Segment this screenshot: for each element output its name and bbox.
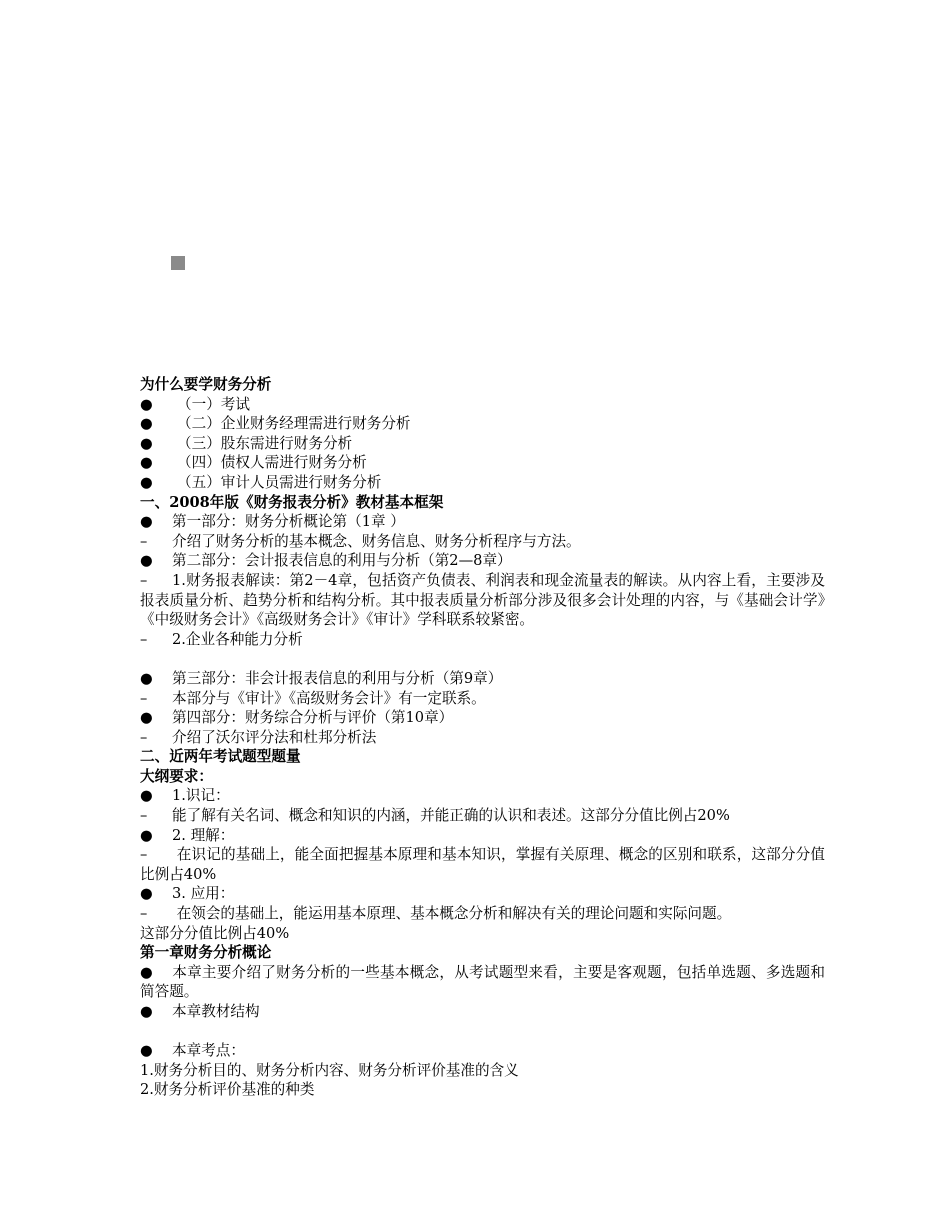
line-text: 1.财务报表解读：第2－4章，包括资产负债表、利润表和现金流量表的解读。从内容上看，主要涉及报表质量分析、趋势分析和结构分析。其中报表质量分析部分涉及很多会计处理的内容，与《基础会计学》《中级财务会计》《高级财务会计》《审计》学科联系较紧密。 [140, 571, 825, 629]
line-text: 在领会的基础上，能运用基本原理、基本概念分析和解决有关的理论问题和实际问题。 [172, 905, 732, 923]
dash-icon: – [140, 846, 148, 864]
line-text: 第一部分：财务分析概论第（1章 ） [172, 513, 405, 531]
bullet-item [140, 1041, 825, 1061]
dash-icon: – [140, 807, 148, 825]
bullet-icon: ● [140, 395, 153, 413]
dash-icon: – [140, 689, 148, 707]
bullet-icon: ● [140, 885, 153, 903]
sub-item [140, 806, 825, 826]
dash-icon: – [140, 532, 148, 550]
line-text: 2.企业各种能力分析 [172, 630, 303, 648]
sub-item [140, 630, 825, 650]
sub-item [140, 904, 825, 924]
line-text: 第二部分：会计报表信息的利用与分析（第2—8章） [172, 552, 512, 570]
bullet-icon: ● [140, 787, 153, 805]
line-text: 二、近两年考试题型题量 [140, 748, 301, 766]
line-text: 本章主要介绍了财务分析的一些基本概念，从考试题型来看，主要是客观题，包括单选题、多选题和简答题。 [140, 963, 825, 1001]
line-text: 在识记的基础上，能全面把握基本原理和基本知识，掌握有关原理、概念的区别和联系，这部分分值比例占40% [140, 846, 825, 883]
line-text: 能了解有关名词、概念和知识的内涵，并能正确的认识和表述。这部分分值比例占20% [172, 807, 730, 825]
line-text: 第四部分：财务综合分析与评价（第10章） [172, 709, 454, 727]
bullet-icon: ● [140, 415, 153, 433]
dash-icon: – [140, 728, 148, 746]
line-text: （二）企业财务经理需进行财务分析 [177, 415, 411, 433]
line-text: （三）股东需进行财务分析 [177, 434, 353, 452]
gray-square-marker-icon [171, 256, 185, 270]
sub-item [140, 689, 825, 709]
section-heading [140, 767, 825, 787]
bullet-icon: ● [140, 454, 153, 472]
dash-icon: – [140, 630, 148, 648]
dash-icon: – [140, 905, 148, 923]
line-text: （一）考试 [177, 395, 250, 413]
line-text: （四）债权人需进行财务分析 [177, 454, 367, 472]
line-text: 2. 理解： [172, 826, 235, 844]
line-text: 第三部分：非会计报表信息的利用与分析（第9章） [172, 669, 503, 687]
section-heading [140, 747, 825, 767]
line-text: 第一章财务分析概论 [140, 944, 272, 962]
line-text: 3. 应用： [172, 885, 235, 903]
sub-item [140, 571, 825, 630]
line-text: 2.财务分析评价基准的种类 [140, 1081, 315, 1099]
line-text: 一、2008年版《财务报表分析》教材基本框架 [140, 493, 444, 511]
dash-icon: – [140, 571, 148, 589]
bullet-item [140, 512, 825, 532]
line-text: 这部分分值比例占40% [140, 924, 290, 942]
line-text: 介绍了财务分析的基本概念、财务信息、财务分析程序与方法。 [172, 532, 581, 550]
bullet-item [140, 551, 825, 571]
bullet-item [140, 1002, 825, 1022]
line-text: 1.识记： [172, 787, 230, 805]
line-text: 大纲要求： [140, 767, 213, 785]
line-text: （五）审计人员需进行财务分析 [177, 473, 382, 491]
bullet-item [140, 669, 825, 689]
bullet-icon: ● [140, 826, 153, 844]
section-heading [140, 943, 825, 963]
text-line [140, 924, 825, 944]
bullet-item [140, 395, 825, 415]
blank-line [140, 649, 825, 669]
section-heading [140, 493, 825, 513]
bullet-item [140, 708, 825, 728]
text-line [140, 1080, 825, 1100]
bullet-item [140, 963, 825, 1002]
bullet-icon: ● [140, 1042, 153, 1060]
line-text: 本章考点： [172, 1042, 245, 1060]
bullet-icon: ● [140, 552, 153, 570]
text-line [140, 1061, 825, 1081]
sub-item [140, 728, 825, 748]
bullet-item [140, 473, 825, 493]
bullet-icon: ● [140, 963, 153, 981]
line-text: 介绍了沃尔评分法和杜邦分析法 [172, 728, 377, 746]
sub-item [140, 845, 825, 884]
line-text: 本章教材结构 [172, 1003, 260, 1020]
document-body [140, 375, 825, 1100]
bullet-item [140, 414, 825, 434]
bullet-item [140, 786, 825, 806]
bullet-icon: ● [140, 473, 153, 491]
section-heading [140, 375, 825, 395]
bullet-icon: ● [140, 1003, 153, 1020]
line-text: 1.财务分析目的、财务分析内容、财务分析评价基准的含义 [140, 1061, 519, 1079]
bullet-icon: ● [140, 434, 153, 452]
line-text: 本部分与《审计》《高级财务会计》有一定联系。 [172, 689, 486, 707]
sub-item [140, 532, 825, 552]
blank-line [140, 1022, 825, 1042]
bullet-icon: ● [140, 709, 153, 727]
bullet-item [140, 434, 825, 454]
line-text: 为什么要学财务分析 [140, 376, 272, 393]
bullet-icon: ● [140, 669, 153, 687]
bullet-icon: ● [140, 513, 153, 531]
bullet-item [140, 826, 825, 846]
bullet-item [140, 884, 825, 904]
bullet-item [140, 453, 825, 473]
